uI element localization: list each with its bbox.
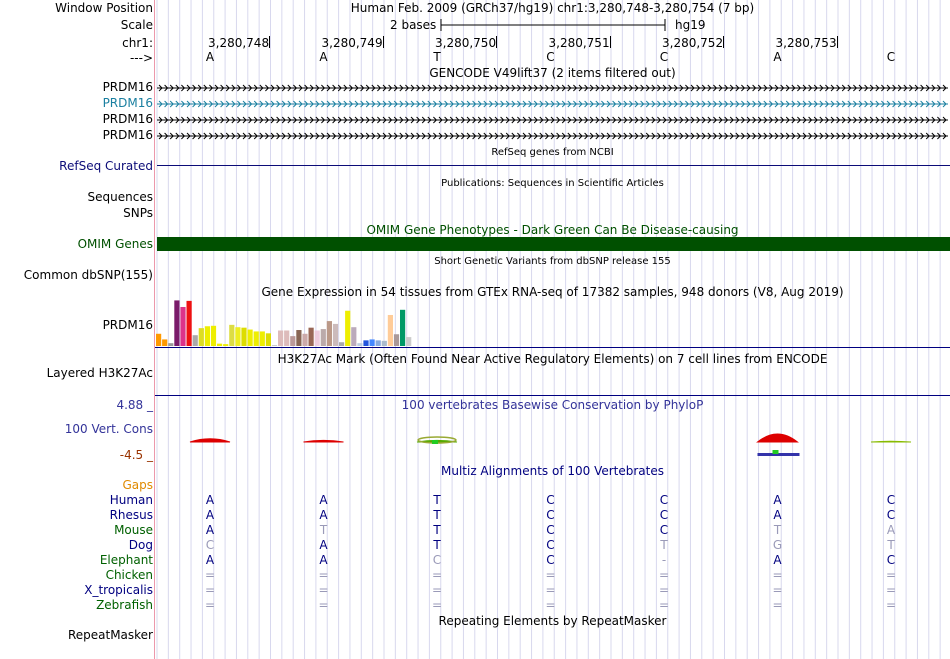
chromosome-label[interactable]: chr1: bbox=[122, 36, 153, 50]
aligned-base: = bbox=[885, 568, 897, 582]
aligned-base: C bbox=[205, 538, 215, 552]
gtex-tissue-bar bbox=[363, 340, 368, 346]
reference-base: T bbox=[433, 50, 441, 64]
aligned-base: A bbox=[886, 523, 896, 537]
gencode-label-2[interactable]: PRDM16 bbox=[102, 96, 153, 110]
position-tick bbox=[269, 36, 270, 48]
gencode-title: GENCODE V49lift37 (2 items filtered out) bbox=[429, 66, 676, 80]
gtex-tissue-bar bbox=[168, 343, 173, 346]
aligned-base: C bbox=[432, 553, 442, 567]
reference-base: A bbox=[319, 50, 328, 64]
aligned-base: C bbox=[546, 523, 555, 537]
reference-base: C bbox=[886, 50, 896, 64]
gtex-title: Gene Expression in 54 tissues from GTEx RNA-seq of 17382 samples, 948 donors (V8, Aug 2019) bbox=[261, 285, 844, 299]
position-tick bbox=[723, 36, 724, 48]
phylop-min-label: -4.5 _ bbox=[119, 448, 153, 462]
aligned-base: = bbox=[658, 568, 670, 582]
dbsnp-title: Short Genetic Variants from dbSNP release 155 bbox=[434, 256, 671, 267]
position-tick bbox=[383, 36, 384, 48]
gtex-tissue-bar bbox=[382, 341, 387, 346]
aligned-base: T bbox=[773, 523, 782, 537]
aligned-base: A bbox=[205, 523, 215, 537]
aligned-base: - bbox=[661, 553, 667, 567]
reference-base: A bbox=[205, 50, 215, 64]
position-tick-label: 3,280,752 bbox=[662, 36, 724, 50]
publications-label-sequences[interactable]: Sequences bbox=[87, 190, 153, 204]
aligned-base: C bbox=[659, 493, 669, 507]
species-label[interactable]: X_tropicalis bbox=[84, 583, 153, 597]
aligned-base: T bbox=[660, 538, 668, 552]
omim-label[interactable]: OMIM Genes bbox=[77, 237, 153, 251]
dbsnp-label[interactable]: Common dbSNP(155) bbox=[23, 268, 153, 282]
gtex-tissue-bar bbox=[174, 300, 179, 346]
aligned-base: A bbox=[319, 538, 328, 552]
gtex-tissue-bar bbox=[187, 301, 192, 346]
species-label[interactable]: Dog bbox=[128, 538, 153, 552]
reference-base: C bbox=[546, 50, 555, 64]
aligned-base: C bbox=[546, 553, 555, 567]
aligned-base: A bbox=[319, 508, 328, 522]
aligned-base: = bbox=[772, 568, 783, 582]
gtex-tissue-bar bbox=[394, 334, 399, 346]
position-tick bbox=[837, 36, 838, 48]
omim-phenotype-bar[interactable] bbox=[157, 237, 950, 251]
phylop-title: 100 vertebrates Basewise Conservation by PhyloP bbox=[401, 398, 704, 412]
omim-title: OMIM Gene Phenotypes - Dark Green Can Be Disease-causing bbox=[366, 223, 739, 237]
repeatmasker-label[interactable]: RepeatMasker bbox=[67, 628, 153, 642]
aligned-base: = bbox=[204, 583, 216, 597]
gtex-tissue-bar bbox=[278, 330, 283, 346]
gtex-tissue-bar bbox=[406, 337, 411, 346]
aligned-base: = bbox=[658, 598, 670, 612]
gtex-tissue-bar bbox=[388, 315, 393, 346]
aligned-base: = bbox=[658, 583, 670, 597]
gtex-tissue-bar bbox=[180, 307, 185, 346]
h3k27ac-label[interactable]: Layered H3K27Ac bbox=[46, 366, 153, 380]
gtex-tissue-bar bbox=[235, 327, 240, 346]
gtex-tissue-bar bbox=[266, 333, 271, 346]
strand-arrow-label[interactable]: ---> bbox=[129, 51, 153, 65]
position-tick bbox=[610, 36, 611, 48]
aligned-base: = bbox=[545, 568, 556, 582]
aligned-base: = bbox=[772, 583, 783, 597]
position-tick-label: 3,280,751 bbox=[548, 36, 610, 50]
gtex-tissue-bar bbox=[357, 343, 362, 346]
gtex-expression-bars[interactable] bbox=[155, 299, 535, 347]
gtex-tissue-bar bbox=[217, 344, 222, 346]
aligned-base: C bbox=[546, 538, 555, 552]
gtex-tissue-bar bbox=[241, 328, 246, 346]
aligned-base: T bbox=[887, 538, 895, 552]
gtex-tissue-bar bbox=[370, 339, 375, 346]
species-label[interactable]: Mouse bbox=[114, 523, 153, 537]
reference-base: A bbox=[773, 50, 782, 64]
scale-label: Scale bbox=[120, 18, 153, 32]
gtex-tissue-bar bbox=[248, 330, 253, 346]
gtex-tissue-bar bbox=[284, 330, 289, 346]
aligned-base: = bbox=[545, 598, 556, 612]
gtex-tissue-bar bbox=[211, 326, 216, 346]
gtex-tissue-bar bbox=[351, 327, 356, 346]
aligned-base: C bbox=[659, 523, 669, 537]
gtex-tissue-bar bbox=[156, 334, 161, 346]
position-tick-label: 3,280,753 bbox=[775, 36, 837, 50]
h3k27ac-title: H3K27Ac Mark (Often Found Near Active Regulatory Elements) on 7 cell lines from ENCODE bbox=[277, 352, 828, 366]
species-label[interactable]: Human bbox=[109, 493, 153, 507]
gtex-tissue-bar bbox=[199, 328, 204, 346]
aligned-base: T bbox=[433, 538, 441, 552]
gtex-tissue-bar bbox=[290, 336, 295, 346]
scale-bar bbox=[440, 18, 670, 32]
gtex-tissue-bar bbox=[309, 328, 314, 346]
gtex-tissue-bar bbox=[296, 330, 301, 346]
gtex-tissue-bar bbox=[376, 340, 381, 346]
aligned-base: A bbox=[319, 493, 328, 507]
aligned-base: = bbox=[204, 568, 216, 582]
gtex-tissue-bar bbox=[327, 321, 332, 346]
aligned-base: = bbox=[545, 583, 556, 597]
aligned-base: = bbox=[885, 598, 897, 612]
gtex-tissue-bar bbox=[400, 310, 405, 346]
aligned-base: C bbox=[886, 493, 896, 507]
phylop-peak bbox=[758, 434, 798, 442]
assembly-position-title[interactable]: Human Feb. 2009 (GRCh37/hg19) chr1:3,280,748-3,280,754 (7 bp) bbox=[350, 1, 755, 15]
gtex-tissue-bar bbox=[229, 325, 234, 346]
aligned-base: = bbox=[431, 568, 443, 582]
reference-base: C bbox=[659, 50, 669, 64]
repeatmasker-title: Repeating Elements by RepeatMasker bbox=[438, 614, 667, 628]
gtex-tissue-bar bbox=[345, 311, 350, 346]
species-label[interactable]: Rhesus bbox=[109, 508, 153, 522]
gtex-tissue-bar bbox=[260, 331, 265, 346]
aligned-base: A bbox=[773, 508, 782, 522]
aligned-base: T bbox=[433, 508, 441, 522]
gtex-tissue-bar bbox=[302, 334, 307, 346]
gtex-tissue-bar bbox=[315, 330, 320, 346]
gtex-tissue-bar bbox=[321, 329, 326, 346]
gencode-label-3[interactable]: PRDM16 bbox=[102, 112, 153, 126]
refseq-gene-line[interactable] bbox=[157, 165, 950, 166]
species-label[interactable]: Zebrafish bbox=[96, 598, 153, 612]
aligned-base: C bbox=[546, 493, 555, 507]
refseq-label[interactable]: RefSeq Curated bbox=[59, 159, 153, 173]
aligned-base: A bbox=[205, 508, 215, 522]
aligned-base: C bbox=[546, 508, 555, 522]
gtex-tissue-bar bbox=[223, 344, 228, 346]
aligned-base: = bbox=[431, 598, 443, 612]
aligned-base: A bbox=[773, 553, 782, 567]
refseq-title: RefSeq genes from NCBI bbox=[491, 147, 614, 158]
gencode-label-1[interactable]: PRDM16 bbox=[102, 80, 153, 94]
multiz-title: Multiz Alignments of 100 Vertebrates bbox=[440, 464, 665, 478]
species-label[interactable]: Elephant bbox=[99, 553, 153, 567]
window-position-label: Window Position bbox=[55, 1, 153, 15]
position-tick-label: 3,280,750 bbox=[435, 36, 497, 50]
phylop-marker bbox=[773, 450, 779, 454]
gtex-tissue-bar bbox=[254, 331, 259, 346]
gencode-transcripts[interactable] bbox=[155, 80, 950, 144]
gtex-tissue-bar bbox=[272, 345, 277, 346]
species-label[interactable]: Chicken bbox=[105, 568, 153, 582]
aligned-base: A bbox=[773, 493, 782, 507]
aligned-base: = bbox=[318, 568, 329, 582]
phylop-peak bbox=[871, 441, 911, 442]
publications-title: Publications: Sequences in Scientific Articles bbox=[441, 178, 664, 189]
publications-label-snps[interactable]: SNPs bbox=[123, 206, 153, 220]
phylop-marker bbox=[432, 440, 438, 444]
aligned-base: = bbox=[772, 598, 783, 612]
gaps-label[interactable]: Gaps bbox=[122, 478, 153, 492]
aligned-base: A bbox=[205, 493, 215, 507]
aligned-base: A bbox=[205, 553, 215, 567]
scale-text: 2 bases bbox=[390, 18, 437, 32]
aligned-base: C bbox=[659, 508, 669, 522]
aligned-base: = bbox=[318, 598, 329, 612]
phylop-max-label: 4.88 _ bbox=[116, 398, 153, 412]
position-tick-label: 3,280,748 bbox=[208, 36, 270, 50]
aligned-base: T bbox=[433, 493, 441, 507]
gtex-tissue-bar bbox=[193, 335, 198, 346]
phylop-peak bbox=[190, 439, 230, 442]
scale-assembly: hg19 bbox=[675, 18, 706, 32]
aligned-base: G bbox=[772, 538, 783, 552]
gtex-label[interactable]: PRDM16 bbox=[102, 318, 153, 332]
aligned-base: = bbox=[204, 598, 216, 612]
aligned-base: A bbox=[319, 553, 328, 567]
position-tick bbox=[496, 36, 497, 48]
gtex-tissue-bar bbox=[205, 326, 210, 346]
phylop-label[interactable]: 100 Vert. Cons bbox=[64, 422, 153, 436]
phylop-peak bbox=[304, 440, 344, 442]
gtex-tissue-bar bbox=[333, 324, 338, 346]
aligned-base: T bbox=[319, 523, 328, 537]
aligned-base: = bbox=[431, 583, 443, 597]
position-tick-label: 3,280,749 bbox=[321, 36, 383, 50]
aligned-base: = bbox=[885, 583, 897, 597]
gtex-tissue-bar bbox=[162, 339, 167, 346]
aligned-base: T bbox=[433, 523, 441, 537]
aligned-base: C bbox=[886, 553, 896, 567]
gencode-label-4[interactable]: PRDM16 bbox=[102, 128, 153, 142]
h3k27ac-baseline bbox=[155, 395, 950, 396]
aligned-base: = bbox=[318, 583, 329, 597]
aligned-base: C bbox=[886, 508, 896, 522]
phylop-signal[interactable] bbox=[155, 430, 950, 462]
gtex-baseline bbox=[155, 347, 950, 348]
gtex-tissue-bar bbox=[339, 342, 344, 346]
